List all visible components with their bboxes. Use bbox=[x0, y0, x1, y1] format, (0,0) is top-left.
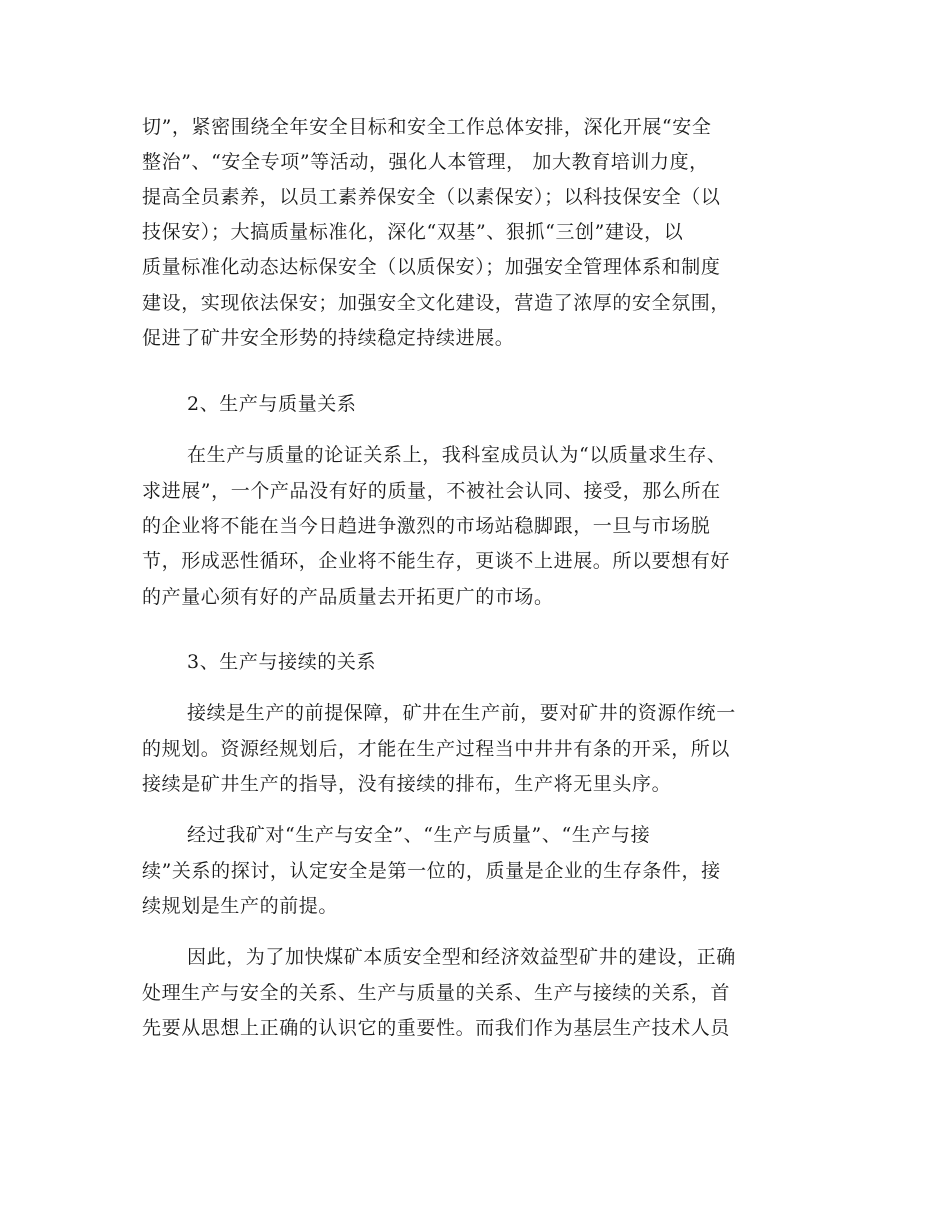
paragraph-2-line-2: 求进展”，一个产品没有好的质量，不被社会认同、接受，那么所在 bbox=[142, 480, 721, 502]
paragraph-1-line-5: 质量标准化动态达标保安全（以质保安）；加强安全管理体系和制度 bbox=[142, 256, 721, 278]
section-heading-3: 3、生产与接续的关系 bbox=[187, 651, 377, 673]
paragraph-1-line-3: 提高全员素养，以员工素养保安全（以素保安）；以科技保安全（以 bbox=[142, 186, 721, 208]
paragraph-4-line-2: 续”关系的探讨，认定安全是第一位的，质量是企业的生存条件，接 bbox=[142, 860, 721, 882]
paragraph-1-line-2: 整治”、“安全专项”等活动，强化人本管理， 加大教育培训力度， bbox=[142, 151, 709, 173]
paragraph-4-line-3: 续规划是生产的前提。 bbox=[142, 895, 339, 917]
paragraph-3-line-1: 接续是生产的前提保障，矿井在生产前，要对矿井的资源作统一 bbox=[187, 702, 736, 724]
paragraph-3-line-2: 的规划。资源经规划后，才能在生产过程当中井井有条的开采，所以 bbox=[142, 738, 731, 760]
paragraph-1-line-4: 技保安）；大搞质量标准化，深化“双基”、狠抓“三创”建设，以 bbox=[142, 221, 684, 243]
paragraph-5-line-2: 处理生产与安全的关系、生产与质量的关系、生产与接续的关系，首 bbox=[142, 982, 731, 1004]
paragraph-3-line-3: 接续是矿井生产的指导，没有接续的排布，生产将无里头序。 bbox=[142, 773, 672, 795]
section-heading-2: 2、生产与质量关系 bbox=[187, 393, 357, 415]
paragraph-4-line-1: 经过我矿对“生产与安全”、“生产与质量”、“生产与接 bbox=[187, 824, 651, 846]
paragraph-2-line-4: 节，形成恶性循环，企业将不能生存，更谈不上进展。所以要想有好 bbox=[142, 550, 731, 572]
paragraph-1-line-1: 切”，紧密围绕全年安全目标和安全工作总体安排，深化开展“安全 bbox=[142, 116, 712, 138]
paragraph-2-line-3: 的企业将不能在当今日趋进争激烈的市场站稳脚跟，一旦与市场脱 bbox=[142, 515, 711, 537]
paragraph-2-line-1: 在生产与质量的论证关系上，我科室成员认为“以质量求生存、 bbox=[187, 444, 727, 466]
paragraph-1-line-6: 建设，实现依法保安；加强安全文化建设，营造了浓厚的安全氛围， bbox=[142, 292, 731, 314]
paragraph-5-line-1: 因此，为了加快煤矿本质安全型和经济效益型矿井的建设，正确 bbox=[187, 946, 736, 968]
paragraph-1-line-7: 促进了矿井安全形势的持续稳定持续进展。 bbox=[142, 327, 515, 349]
paragraph-5-line-3: 先要从思想上正确的认识它的重要性。而我们作为基层生产技术人员 bbox=[142, 1017, 731, 1039]
paragraph-2-line-5: 的产量心须有好的产品质量去开拓更广的市场。 bbox=[142, 586, 554, 608]
